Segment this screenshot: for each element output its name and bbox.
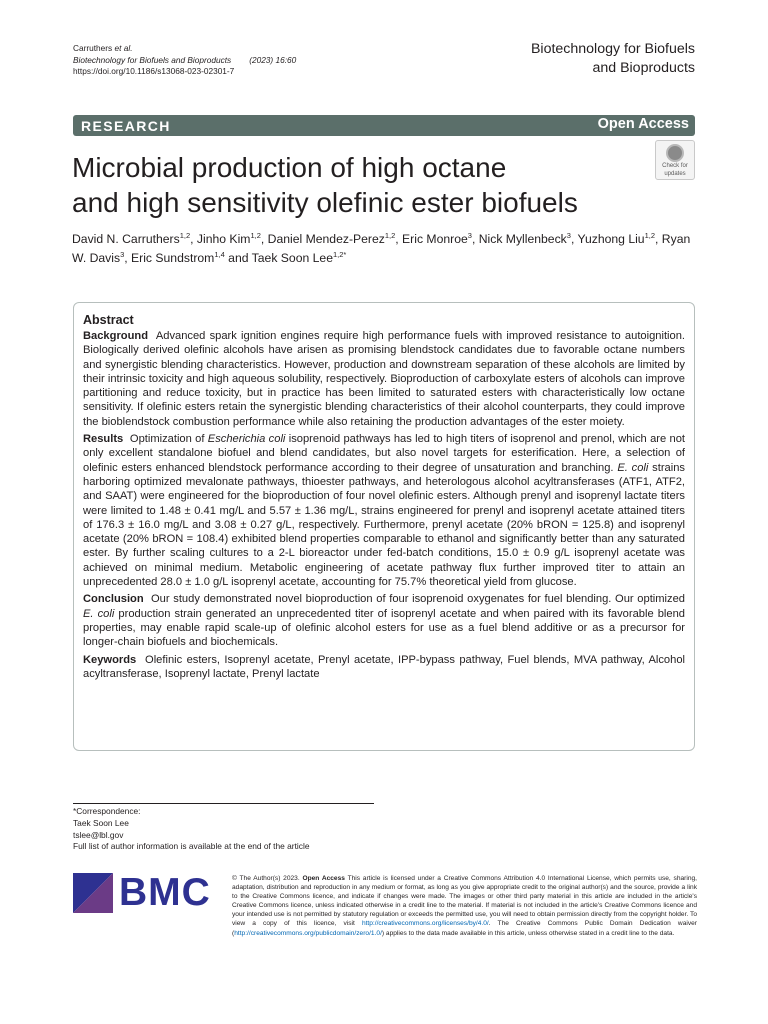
author-affiliation: 1,2	[179, 231, 191, 240]
author-name: , Ryan W. Davis	[72, 232, 691, 265]
correspondence-email[interactable]: tslee@lbl.gov	[73, 829, 124, 840]
background-label: Background	[83, 330, 148, 342]
abstract-results	[83, 432, 685, 589]
check-updates-line1: Check for	[662, 163, 688, 169]
title-line2: and high sensitivity olefinic ester biofuels	[72, 187, 578, 218]
volume: (2023) 16:60	[249, 54, 297, 65]
et-al: et al.	[114, 43, 133, 53]
check-updates-icon	[666, 144, 684, 162]
author-name: David N. Carruthers	[72, 232, 180, 246]
conclusion-text: production strain generated an unprecedented titer of isoprenyl acetate and when paired with its favorable blend properties, may enable rapid scale-up of olefinic alcohol esters for use as a fuel blend additive or as a precursor for longer-chain biofuels and biochemicals.	[83, 607, 685, 649]
author-list	[72, 230, 697, 268]
bmc-logo-text: BMC	[119, 871, 211, 914]
license-body: This article is licensed under a Creative Commons Attribution 4.0 International License, which permits use, sharing, adaptation, distribution and reproduction in any medium or format, as long as you give appropriate credit to the original author(s) and the source, provide a link to the Creative Commons licence, and indicate if changes were made. The images or other third party material in this article are included in the article's Creative Commons licence, unless indicated otherwise in a credit line to the material. If material is not included in the article's Creative Commons licence and your intended use is not permitted by statutory regulation or exceeds the permitted use, you will need to obtain permission directly from the copyright holder. To view a copy of this licence, visit	[232, 875, 697, 928]
check-updates-line2: updates	[664, 170, 686, 177]
abstract-box	[73, 302, 695, 751]
author-affiliation: 1,2*	[332, 250, 347, 259]
conclusion-species: E. coli	[83, 607, 115, 620]
author-name: , Jinho Kim	[190, 232, 251, 246]
abstract-background	[83, 329, 685, 429]
results-text: isoprenoid pathways has led to high titers of isoprenol and prenol, which are not only excellent standalone biofuel and blend candidates, but also novel targets for esterification. Here, a selection of olefinic esters enhanced blendstock performance according to their degree of unsaturation and branching.	[83, 433, 685, 474]
journal-title	[531, 40, 695, 78]
background-text: Advanced spark ignition engines require high performance fuels with improved resistance to autoignition. Biologically derived olefinic alcohols have arisen as promising blendstock candidates due to favorable octane numbers and synergistic blending characteristics. However, production and downstream separation of these alcohols are limited by their intrinsic toxicity and high aqueous solubility, respectively. Bioproduction of carboxylate esters of alcohols can improve partitioning and reduce toxicity, but in practice has been limited to saturated esters with characteristically low octane sensitivity. If olefinic esters retain the synergistic blending characteristics of their alcohol counterparts, they could improve the bioblendstock combustion performance while also retaining the production advantages of the ester moiety.	[83, 330, 686, 428]
keywords-text: Olefinic esters, Isoprenyl acetate, Prenyl acetate, IPP-bypass pathway, Fuel blends, MVA pathway, Alcohol acyltransferase, Isoprenyl lactate, Prenyl lactate	[83, 653, 685, 680]
abstract-keywords	[83, 653, 685, 682]
article-title	[72, 150, 632, 220]
author-affiliation: 3	[120, 250, 125, 259]
license-body: . The Creative Commons Public Domain Dedication waiver (	[232, 920, 697, 937]
footnote-divider	[73, 803, 374, 804]
author-affiliation: 3	[566, 231, 571, 240]
journal-title-line2: and Bioproducts	[592, 60, 695, 76]
correspondence-name: Taek Soon Lee	[73, 817, 129, 828]
conclusion-label: Conclusion	[83, 593, 144, 606]
author-info-note: Full list of author information is available at the end of the article	[73, 841, 310, 852]
cc-zero-link[interactable]: http://creativecommons.org/publicdomain/zero/1.0/	[234, 929, 382, 937]
journal-citation: Biotechnology for Biofuels and Bioproducts	[73, 54, 232, 65]
open-access-label: Open Access	[597, 116, 689, 132]
footnotes	[73, 806, 310, 853]
section-label: RESEARCH	[81, 118, 171, 134]
citation-meta	[73, 43, 296, 78]
results-text: Optimization of	[129, 433, 208, 446]
cc-by-link[interactable]: http://creativecommons.org/licenses/by/4.0/	[361, 920, 489, 928]
results-label: Results	[83, 433, 124, 446]
author-name: , Nick Myllenbeck	[471, 232, 567, 246]
check-for-updates-badge[interactable]	[655, 140, 695, 180]
correspondence-label: *Correspondence:	[73, 806, 141, 816]
results-species: Escherichia coli	[207, 433, 286, 446]
open-access-bold: Open Access	[302, 875, 345, 882]
journal-title-line1: Biotechnology for Biofuels	[530, 41, 695, 57]
author-short: Carruthers	[73, 43, 113, 53]
bmc-logo-icon	[73, 873, 119, 913]
title-line1: Microbial production of high octane	[72, 152, 507, 183]
author-affiliation: 1,2	[384, 231, 396, 240]
license-body: ) applies to the data made available in this article, unless otherwise stated in a credit line to the data.	[381, 929, 675, 937]
results-species: E. coli	[617, 461, 649, 474]
abstract-conclusion	[83, 592, 685, 649]
author-name: , Daniel Mendez-Perez	[260, 232, 385, 246]
results-text: strains harboring optimized mevalonate pathways, thioester pathways, and heterologous alcohol acyltransferases (ATF1, ATF2, and SAAT) were engineered for the bioproduction of four novel olefinic esters. Although prenyl and isoprenyl lactate titers were limited to 1.48 ± 0.41 mg/L and 5.57 ± 1.36 mg/L, strains engineered for prenyl and isoprenyl acetate attained titers of 176.3 ± 16.0 mg/L and 3.08 ± 0.27 g/L, respectively. Furthermore, prenyl acetate (20% bRON = 125.8) and isoprenyl acetate (20% bRON = 108.4) exhibited blend properties comparable to ethanol and significantly better than any saturated ester. By further scaling cultures to a 2-L bioreactor under fed-batch conditions, 15.0 ± 0.9 g/L isoprenyl acetate was achieved on minimal medium. Metabolic engineering of acetate pathway flux further improved titer to attain an unprecedented 28.0 ± 1.0 g/L isoprenyl acetate, accounting for 75.7% theoretical yield from glucose.	[83, 461, 685, 589]
author-affiliation: 1,2	[250, 231, 261, 240]
keywords-label: Keywords	[83, 653, 137, 666]
conclusion-text: Our study demonstrated novel bioproduction of four isoprenoid oxygenates for fuel blending. Our optimized	[151, 593, 685, 606]
author-affiliation: 3	[467, 231, 472, 240]
copyright: © The Author(s) 2023.	[232, 875, 303, 882]
author-name: , Eric Sundstrom	[124, 251, 215, 265]
license-text	[232, 874, 697, 938]
author-affiliation: 1,4	[214, 250, 225, 259]
author-affiliation: 1,2	[644, 231, 656, 240]
abstract-heading: Abstract	[83, 313, 134, 327]
author-name: , Yuzhong Liu	[570, 232, 645, 246]
author-name: , Eric Monroe	[395, 232, 468, 246]
section-banner	[73, 115, 695, 136]
doi-link[interactable]: https://doi.org/10.1186/s13068-023-02301-7	[73, 66, 235, 77]
author-name: and Taek Soon Lee	[224, 251, 333, 265]
